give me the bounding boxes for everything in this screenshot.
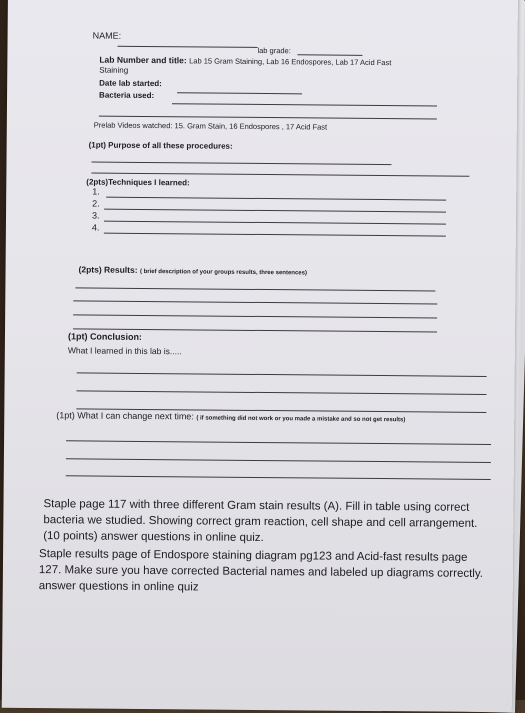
instructions-p2-line-1: Staple results page of Endospore staining diagram pg123 and Acid-fast results page [39,548,468,564]
technique-num-1: 1. [92,186,100,197]
name-field-line[interactable] [117,46,257,48]
results-row [79,264,308,276]
instructions-p1-line-2: bacteria we studied. Showing correct gram reaction, cell shape and cell arrangement. [43,514,478,530]
change-label: (1pt) What I can change next time: [56,410,194,422]
instructions-paragraph-1 [43,496,477,548]
lab-title-value: Lab 15 Gram Staining, Lab 16 Endospores, Lab 17 Acid Fast [189,56,392,68]
change-line-3[interactable] [66,475,491,480]
results-line-2[interactable] [73,300,437,304]
bacteria-label: Bacteria used: [99,90,155,101]
worksheet-page [2,0,518,712]
instructions-p2-line-2: 127. Make sure you have corrected Bacterial names and labeled up diagrams correctly. [38,564,484,580]
lab-title-row [99,55,391,68]
results-line-3[interactable] [73,314,437,318]
results-line-1[interactable] [75,287,435,291]
results-note: ( brief description of your groups results, three sentences) [139,268,308,277]
conclusion-prompt: What I learned in this lab is..... [67,345,182,357]
conclusion-line-1[interactable] [77,372,487,377]
prelab-value: 15. Gram Stain, 16 Endospores , 17 Acid Fast [174,121,328,132]
technique-line-2[interactable] [104,209,446,213]
purpose-label: (1pt) Purpose of all these procedures: [88,140,233,151]
instructions-paragraph-2 [39,546,483,598]
conclusion-label: (1pt) Conclusion: [67,331,143,342]
change-line-1[interactable] [66,440,491,445]
prelab-label: Prelab Videos watched: [93,120,173,131]
technique-line-4[interactable] [104,233,446,237]
lab-grade-label: lab grade: [257,45,291,56]
technique-num-4: 4. [91,222,100,233]
conclusion-line-2[interactable] [76,390,486,395]
purpose-line-2[interactable] [91,173,469,177]
lab-title-cont: Staining [99,65,129,75]
bacteria-field-line-2[interactable] [99,116,437,120]
change-row [56,410,405,423]
name-label: NAME: [92,30,122,41]
instructions-p1-line-3: (10 points) answer questions in online quiz. [43,530,264,545]
change-line-2[interactable] [66,458,491,463]
prelab-row [94,121,327,132]
instructions-p2-line-3: answer questions in online quiz [38,580,199,594]
lab-title-label: Lab Number and title: [99,54,187,66]
technique-num-3: 3. [91,210,100,221]
date-label: Date lab started: [99,78,162,89]
results-label: (2pts) Results: [78,264,138,275]
technique-line-1[interactable] [106,197,446,201]
instructions-p1-line-1: Staple page 117 with three different Gram stain results (A). Fill in table using correct [43,498,470,514]
techniques-label: (2pts)Techniques I learned: [86,177,190,188]
purpose-line-1[interactable] [91,162,391,166]
bacteria-field-line[interactable] [172,103,437,106]
technique-num-2: 2. [92,198,100,209]
technique-line-3[interactable] [104,221,446,225]
change-note: ( if something did not work or you made a mistake and so not get results) [196,415,406,424]
date-field-line[interactable] [177,92,302,94]
